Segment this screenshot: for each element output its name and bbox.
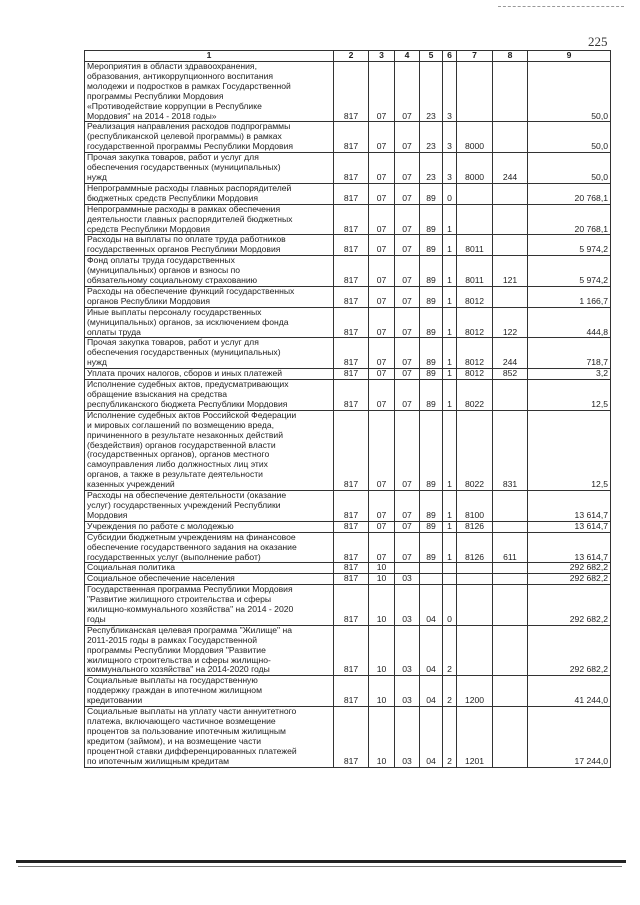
cell-subsection [395,563,420,574]
cell-admin-code: 817 [334,204,369,235]
cell-subsection: 07 [395,286,420,307]
cell-direction: 8022 [457,380,493,411]
table-body [85,62,611,768]
cell-program: 89 [420,235,443,256]
cell-program: 89 [420,521,443,532]
cell-subprogram: 1 [443,235,457,256]
cell-direction: 8022 [457,410,493,490]
cell-section: 07 [369,338,395,369]
cell-amount: 3,2 [528,369,611,380]
cell-amount: 718,7 [528,338,611,369]
cell-section: 07 [369,380,395,411]
cell-subsection: 07 [395,380,420,411]
cell-amount: 41 244,0 [528,676,611,707]
cell-admin-code: 817 [334,235,369,256]
cell-amount: 292 682,2 [528,563,611,574]
cell-amount: 20 768,1 [528,204,611,235]
cell-subsection: 07 [395,183,420,204]
cell-expense-type [493,235,528,256]
cell-program [420,563,443,574]
table-row [85,369,611,380]
cell-section: 07 [369,369,395,380]
cell-name: Прочая закупка товаров, работ и услуг для обеспечения государственных (муниципальных) нужд [85,338,334,369]
cell-name: Прочая закупка товаров, работ и услуг для обеспечения государственных (муниципальных) нужд [85,153,334,184]
cell-name: Социальное обеспечение населения [85,574,334,585]
cell-expense-type [493,563,528,574]
cell-admin-code: 817 [334,574,369,585]
cell-direction: 8011 [457,256,493,287]
cell-subprogram [443,563,457,574]
table-row [85,183,611,204]
cell-subprogram: 1 [443,380,457,411]
cell-expense-type [493,585,528,626]
cell-admin-code: 817 [334,153,369,184]
column-header: 1 [85,51,334,62]
cell-section: 07 [369,532,395,563]
cell-section: 10 [369,574,395,585]
cell-expense-type [493,204,528,235]
cell-direction: 1200 [457,676,493,707]
cell-subsection: 03 [395,625,420,676]
cell-amount: 292 682,2 [528,585,611,626]
cell-expense-type [493,574,528,585]
cell-amount: 13 614,7 [528,491,611,522]
cell-name: Государственная программа Республики Мордовия "Развитие жилищного строительства и сферы жилищно-коммунального хозяйства" на 2014 - 2020 годы [85,585,334,626]
cell-program: 89 [420,307,443,338]
cell-amount: 20 768,1 [528,183,611,204]
cell-program: 89 [420,256,443,287]
cell-name: Расходы на выплаты по оплате труда работников государственных органов Республики Мордовия [85,235,334,256]
cell-amount: 444,8 [528,307,611,338]
table-row [85,410,611,490]
table-row [85,204,611,235]
cell-subsection: 03 [395,676,420,707]
cell-subsection: 07 [395,62,420,122]
table-row [85,625,611,676]
cell-amount: 12,5 [528,410,611,490]
cell-expense-type [493,286,528,307]
cell-admin-code: 817 [334,62,369,122]
cell-subsection: 07 [395,369,420,380]
table-row [85,491,611,522]
cell-program: 89 [420,286,443,307]
table-row [85,521,611,532]
cell-section: 07 [369,62,395,122]
cell-direction: 8012 [457,369,493,380]
cell-subprogram: 1 [443,491,457,522]
cell-admin-code: 817 [334,491,369,522]
cell-program: 04 [420,585,443,626]
cell-amount: 292 682,2 [528,625,611,676]
cell-amount: 5 974,2 [528,235,611,256]
cell-expense-type [493,62,528,122]
cell-admin-code: 817 [334,410,369,490]
cell-name: Реализация направления расходов подпрограммы (республиканской целевой программы) в рамках государственной программы Республики Мордовия [85,122,334,153]
cell-direction [457,585,493,626]
cell-admin-code: 817 [334,707,369,767]
cell-subsection: 07 [395,532,420,563]
table-row [85,338,611,369]
table-row [85,707,611,767]
cell-expense-type: 244 [493,338,528,369]
cell-subprogram [443,574,457,585]
cell-expense-type: 852 [493,369,528,380]
cell-section: 07 [369,256,395,287]
cell-program: 89 [420,410,443,490]
cell-expense-type [493,521,528,532]
cell-program: 04 [420,676,443,707]
cell-name: Исполнение судебных актов, предусматривающих обращение взыскания на средства республиканского бюджета Республики Мордовия [85,380,334,411]
cell-expense-type [493,183,528,204]
table-row [85,122,611,153]
cell-section: 07 [369,183,395,204]
cell-amount: 13 614,7 [528,532,611,563]
cell-direction: 8126 [457,521,493,532]
cell-admin-code: 817 [334,286,369,307]
cell-expense-type: 831 [493,410,528,490]
cell-program: 89 [420,183,443,204]
cell-subprogram: 2 [443,625,457,676]
cell-section: 07 [369,286,395,307]
cell-program: 89 [420,491,443,522]
table-row [85,235,611,256]
cell-subsection: 03 [395,574,420,585]
budget-table [84,50,611,768]
cell-program: 23 [420,122,443,153]
cell-expense-type [493,707,528,767]
cell-section: 10 [369,563,395,574]
cell-direction [457,183,493,204]
cell-section: 07 [369,204,395,235]
cell-subsection: 07 [395,338,420,369]
page-number: 225 [588,34,608,49]
table-row [85,563,611,574]
table-row [85,676,611,707]
cell-subprogram: 1 [443,521,457,532]
cell-expense-type: 611 [493,532,528,563]
cell-program: 23 [420,62,443,122]
cell-subprogram: 1 [443,532,457,563]
cell-subprogram: 1 [443,307,457,338]
cell-program: 23 [420,153,443,184]
cell-subprogram: 1 [443,338,457,369]
cell-section: 10 [369,585,395,626]
cell-direction [457,563,493,574]
cell-admin-code: 817 [334,380,369,411]
cell-section: 07 [369,521,395,532]
cell-subprogram: 3 [443,122,457,153]
cell-subsection: 07 [395,235,420,256]
cell-name: Фонд оплаты труда государственных (муниципальных) органов и взносы по обязательному социальному страхованию [85,256,334,287]
cell-direction: 8000 [457,153,493,184]
cell-admin-code: 817 [334,676,369,707]
top-scan-rule [498,6,624,8]
cell-direction: 8012 [457,286,493,307]
cell-name: Исполнение судебных актов Российской Федерации и мировых соглашений по возмещению вреда, причиненного в результате незаконных действий (бездействия) органов государственной власти (государственных органов), органов местного самоуправления либо должностных лиц этих органов, а также в результате деятельности казенных учреждений [85,410,334,490]
scan-bottom-edge-shadow [18,866,622,867]
cell-expense-type: 122 [493,307,528,338]
cell-subsection: 07 [395,410,420,490]
cell-subprogram: 1 [443,369,457,380]
cell-section: 07 [369,235,395,256]
cell-subprogram: 2 [443,707,457,767]
column-header: 8 [493,51,528,62]
cell-section: 10 [369,707,395,767]
cell-section: 10 [369,625,395,676]
cell-expense-type [493,676,528,707]
cell-subprogram: 1 [443,204,457,235]
cell-direction: 8012 [457,338,493,369]
cell-direction [457,62,493,122]
cell-expense-type [493,122,528,153]
cell-subsection: 07 [395,153,420,184]
cell-section: 07 [369,122,395,153]
cell-admin-code: 817 [334,625,369,676]
cell-direction [457,574,493,585]
cell-subsection: 07 [395,256,420,287]
cell-subprogram: 3 [443,153,457,184]
column-header: 6 [443,51,457,62]
cell-program [420,574,443,585]
column-header: 9 [528,51,611,62]
cell-program: 89 [420,380,443,411]
cell-subprogram: 0 [443,183,457,204]
cell-subprogram: 0 [443,585,457,626]
cell-subprogram: 2 [443,676,457,707]
cell-section: 07 [369,491,395,522]
cell-admin-code: 817 [334,183,369,204]
table-row [85,307,611,338]
cell-direction [457,204,493,235]
table-row [85,62,611,122]
cell-program: 89 [420,532,443,563]
cell-expense-type [493,380,528,411]
table-row [85,256,611,287]
cell-name: Расходы на обеспечение функций государственных органов Республики Мордовия [85,286,334,307]
cell-name: Уплата прочих налогов, сборов и иных платежей [85,369,334,380]
cell-name: Республиканская целевая программа "Жилище" на 2011-2015 годы в рамках Государственной программы Республики Мордовия "Развитие жилищного строительства и сферы жилищно- коммунального хозяйства" на 2014-2020 годы [85,625,334,676]
cell-admin-code: 817 [334,307,369,338]
cell-name: Социальная политика [85,563,334,574]
cell-subsection: 07 [395,204,420,235]
cell-expense-type [493,625,528,676]
column-header: 7 [457,51,493,62]
cell-program: 04 [420,625,443,676]
cell-expense-type [493,491,528,522]
cell-amount: 50,0 [528,153,611,184]
cell-direction: 8126 [457,532,493,563]
cell-amount: 50,0 [528,62,611,122]
cell-subsection: 07 [395,122,420,153]
cell-name: Непрограммные расходы в рамках обеспечения деятельности главных распорядителей бюджетных средств Республики Мордовия [85,204,334,235]
cell-program: 89 [420,369,443,380]
cell-amount: 50,0 [528,122,611,153]
cell-subprogram: 1 [443,286,457,307]
table-row [85,286,611,307]
cell-amount: 5 974,2 [528,256,611,287]
cell-program: 89 [420,204,443,235]
cell-section: 07 [369,410,395,490]
cell-subsection: 07 [395,307,420,338]
table-row [85,153,611,184]
cell-subsection: 03 [395,707,420,767]
cell-section: 10 [369,676,395,707]
cell-name: Непрограммные расходы главных распорядителей бюджетных средств Республики Мордовия [85,183,334,204]
cell-amount: 12,5 [528,380,611,411]
cell-admin-code: 817 [334,338,369,369]
cell-name: Учреждения по работе с молодежью [85,521,334,532]
table-header-row [85,51,611,62]
cell-direction: 8000 [457,122,493,153]
table-row [85,585,611,626]
cell-expense-type: 121 [493,256,528,287]
cell-name: Мероприятия в области здравоохранения, образования, антикоррупционного воспитания молодежи и подростков в рамках Государственной программы Республики Мордовия «Противодействие коррупции в Республике Мордовия" на 2014 - 2018 годы» [85,62,334,122]
cell-direction [457,625,493,676]
cell-direction: 8011 [457,235,493,256]
cell-expense-type: 244 [493,153,528,184]
cell-amount: 17 244,0 [528,707,611,767]
cell-name: Субсидии бюджетным учреждениям на финансовое обеспечение государственного задания на оказание государственных услуг (выполнение работ) [85,532,334,563]
column-header: 5 [420,51,443,62]
cell-subprogram: 3 [443,62,457,122]
cell-admin-code: 817 [334,369,369,380]
table-row [85,380,611,411]
cell-amount: 13 614,7 [528,521,611,532]
cell-amount: 292 682,2 [528,574,611,585]
cell-subprogram: 1 [443,410,457,490]
cell-section: 07 [369,307,395,338]
cell-direction: 8100 [457,491,493,522]
cell-direction: 8012 [457,307,493,338]
cell-name: Социальные выплаты на государственную поддержку граждан в ипотечном жилищном кредитовании [85,676,334,707]
cell-amount: 1 166,7 [528,286,611,307]
cell-program: 04 [420,707,443,767]
cell-subsection: 07 [395,491,420,522]
cell-name: Расходы на обеспечение деятельности (оказание услуг) государственных учреждений Республики Мордовия [85,491,334,522]
cell-section: 07 [369,153,395,184]
cell-name: Иные выплаты персоналу государственных (муниципальных) органов, за исключением фонда оплаты труда [85,307,334,338]
column-header: 2 [334,51,369,62]
cell-admin-code: 817 [334,521,369,532]
cell-admin-code: 817 [334,256,369,287]
cell-subprogram: 1 [443,256,457,287]
cell-admin-code: 817 [334,532,369,563]
table-row [85,532,611,563]
cell-subsection: 07 [395,521,420,532]
cell-name: Социальные выплаты на уплату части аннуитетного платежа, включающего частичное возмещение процентов за пользование ипотечным жилищным кредитом (займом), и на возмещение части процентной ставки дифференцированных платежей по ипотечным жилищным кредитам [85,707,334,767]
cell-admin-code: 817 [334,585,369,626]
cell-subsection: 03 [395,585,420,626]
column-header: 3 [369,51,395,62]
cell-program: 89 [420,338,443,369]
cell-admin-code: 817 [334,122,369,153]
scan-bottom-edge [16,860,626,863]
cell-admin-code: 817 [334,563,369,574]
cell-direction: 1201 [457,707,493,767]
table-row [85,574,611,585]
column-header: 4 [395,51,420,62]
